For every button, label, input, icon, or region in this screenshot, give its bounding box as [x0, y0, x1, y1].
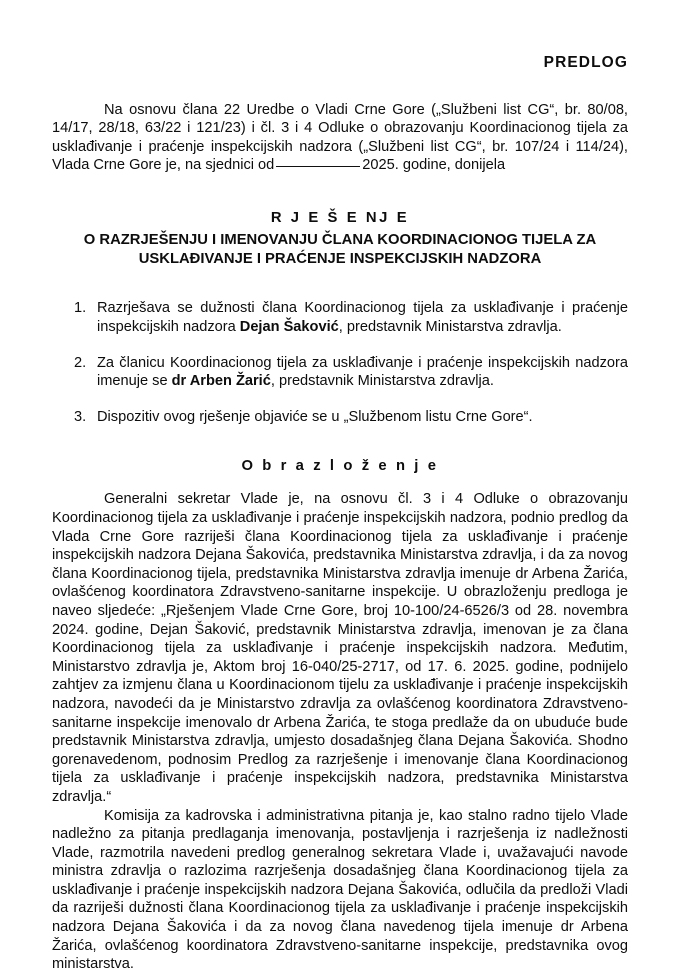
item-number: 3. — [74, 408, 87, 425]
decision-title-primary: R J E Š E NJ E — [270, 209, 410, 226]
item-text-before-bold: Za članicu Koordinacionog tijela za usklađivanje i praćenje inspekcijskih nadzora imenuje se — [97, 354, 628, 390]
explanation-paragraph-1: Generalni sekretar Vlade je, na osnovu čl. 3 i 4 Odluke o obrazovanju Koordinacionog tijela za usklađivanje i praćenje inspekcijskih nadzora, podnio predlog da Vlada Crne Gore razriješi člana Koordinacionog tijela za usklađivanje i praćenje inspekcijskih nadzora Dejana Šakovića, predstavnika Ministarstva zdravlja, i da za novog člana Koordinacionog tijela, predstavnika Ministarstva zdravlja imenuje dr Arbena Žarića, ovlašćenog koordinatora Zdravstveno-sanitarne inspekcije. U obrazloženju predloga je naveo sljedeće: „Rješenjem Vlade Crne Gore, broj 10-100/24-6526/3 od 28. novembra 2024. godine, Dejan Šaković, predstavnik Ministarstva zdravlja, imenovan je za člana Koordinacionog tijela za usklađivanje i praćenje inspekcijskih nadzora. Međutim, Ministarstvo zdravlja je, Aktom broj 16-040/25-2717, od 17. 6. 2025. godine, podnijelo zahtjev za izmjenu člana u Koordinacionom tijelu za usklađivanje i praćenje inspekcijskih nadzora, navodeći da je Ministarstvo zdravlja za ovlašćenog koordinatora Zdravstveno-sanitarne inspekcije imenovalo dr Arbena Žarića, te stoga predlaže da on ubuduće bude predstavnik Ministarstva zdravlja, umjesto dosadašnjeg člana Dejana Šakovića. Shodno gorenavedenom, podnosim Predlog za razrješenje i imenovanje člana Koordinacionog tijela za usklađivanje i praćenje inspekcijskih nadzora, predstavnika Ministarstva zdravlja.“ — [52, 491, 628, 805]
decision-item — [52, 408, 628, 427]
item-number: 1. — [74, 300, 87, 317]
decision-items-list — [52, 299, 628, 426]
decision-item — [52, 299, 628, 336]
item-number: 2. — [74, 354, 87, 371]
decision-item — [52, 354, 628, 391]
item-person-name: dr Arben Žarić — [171, 373, 271, 390]
item-person-name: Dejan Šaković — [239, 319, 339, 336]
intro-paragraph — [52, 101, 628, 175]
decision-title-block — [52, 209, 628, 269]
item-text-after-bold: , predstavnik Ministarstva zdravlja. — [338, 319, 562, 336]
document-body — [52, 54, 628, 974]
item-text-before-bold: Dispozitiv ovog rješenje objaviće se u „Službenom listu Crne Gore“. — [97, 408, 533, 425]
decision-title-secondary: O RAZRJEŠENJU I IMENOVANJU ČLANA KOORDINACIONOG TIJELA ZA USKLAĐIVANJE I PRAĆENJE INSPEKCIJSKIH NADZORA — [83, 232, 597, 268]
item-text-before-bold: Razrješava se dužnosti člana Koordinacionog tijela za usklađivanje i praćenje inspekcijskih nadzora — [97, 300, 628, 336]
intro-text-before-blank: Na osnovu člana 22 Uredbe o Vladi Crne Gore („Službeni list CG“, br. 80/08, 14/17, 28/18, 63/22 i 121/23) i čl. 3 i 4 Odluke o obrazovanju Koordinacionog tijela za usklađivanje i praćenje inspekcijskih nadzora („Službeni list CG“, br. 107/24 i 114/24), Vlada Crne Gore je, na sjednici od — [52, 101, 628, 174]
explanation-paragraph-2: Komisija za kadrovska i administrativna pitanja je, kao stalno radno tijelo Vlade nadležno za pitanja predlaganja imenovanja, postavljenja i razrješenja iz nadležnosti Vlade, razmotrila navedeni predlog generalnog sekretara Vlade i, uvažavajući navode ministra zdravlja o razlozima razrješenja dosadašnjeg člana Koordinacionog tijela za usklađivanje i praćenje inspekcijskih nadzora Dejana Šakovića, odlučila da predloži Vladi da razriješi dužnosti člana Koordinacionog tijela za usklađivanje i praćenje inspekcijskih nadzora Dejana Šakovića i da za novog člana navedenog tijela imenuje dr Arbena Žarića, ovlašćenog koordinatora Zdravstveno-sanitarne inspekcije, predstavnika ovog ministarstva. — [52, 807, 628, 973]
explanation-heading: O b r a z l o ž e n j e — [241, 458, 439, 475]
date-blank-field[interactable] — [276, 166, 360, 167]
intro-text-after-blank: 2025. godine, donijela — [362, 157, 506, 174]
document-kicker: PREDLOG — [543, 54, 628, 71]
item-text-after-bold: , predstavnik Ministarstva zdravlja. — [270, 373, 494, 390]
